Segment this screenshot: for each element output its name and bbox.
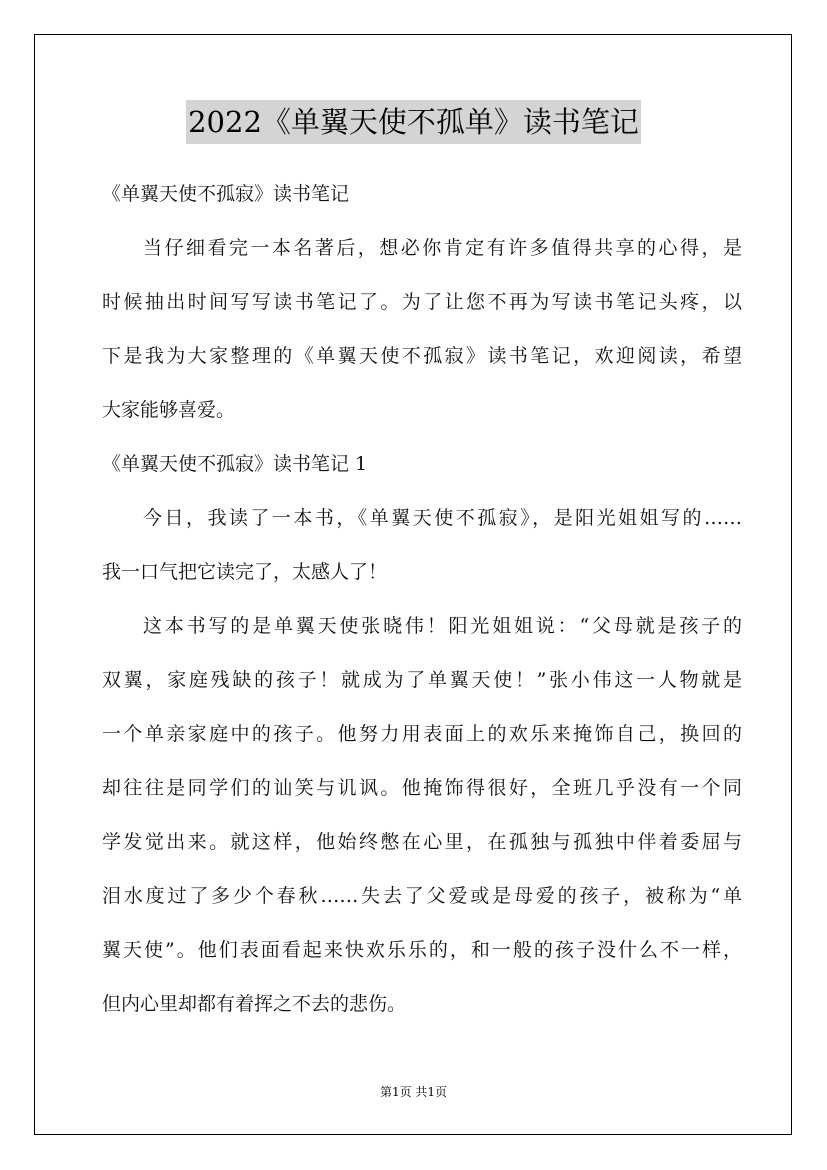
body-line-9: 翼天使”。他们表面看起来快欢乐乐的，和一般的孩子没什么不一样， <box>102 939 742 961</box>
title-container <box>0 100 827 144</box>
body-line-1: 今日，我读了一本书，《单翼天使不孤寂》，是阳光姐姐写的…… <box>143 507 742 529</box>
intro-line-1: 当仔细看完一本名著后，想必你肯定有许多值得共享的心得，是 <box>143 237 742 259</box>
body-line-8: 泪水度过了多少个春秋……失去了父爱或是母爱的孩子，被称为“单 <box>102 885 742 907</box>
intro-line-4: 大家能够喜爱。 <box>102 399 236 421</box>
section-heading: 《单翼天使不孤寂》读书笔记 1 <box>102 453 368 475</box>
body-line-4: 双翼，家庭残缺的孩子！就成为了单翼天使！”张小伟这一人物就是 <box>102 669 742 691</box>
body-line-5: 一个单亲家庭中的孩子。他努力用表面上的欢乐来掩饰自己，换回的 <box>102 723 742 745</box>
intro-line-2: 时候抽出时间写写读书笔记了。为了让您不再为写读书笔记头疼，以 <box>102 291 742 313</box>
document-title: 2022《单翼天使不孤单》读书笔记 <box>186 100 641 144</box>
subtitle-line: 《单翼天使不孤寂》读书笔记 <box>102 183 350 205</box>
body-line-6: 却往往是同学们的讪笑与讥讽。他掩饰得很好，全班几乎没有一个同 <box>102 777 742 799</box>
body-line-2: 我一口气把它读完了，太感人了！ <box>102 561 388 583</box>
body-line-10: 但内心里却都有着挥之不去的悲伤。 <box>102 993 407 1015</box>
page-footer: 第1页 共1页 <box>379 1085 448 1099</box>
body-line-3: 这本书写的是单翼天使张晓伟！阳光姐姐说：“父母就是孩子的 <box>143 615 742 637</box>
intro-line-3: 下是我为大家整理的《单翼天使不孤寂》读书笔记，欢迎阅读，希望 <box>102 345 742 367</box>
body-line-7: 学发觉出来。就这样，他始终憋在心里，在孤独与孤独中伴着委屈与 <box>102 831 742 853</box>
